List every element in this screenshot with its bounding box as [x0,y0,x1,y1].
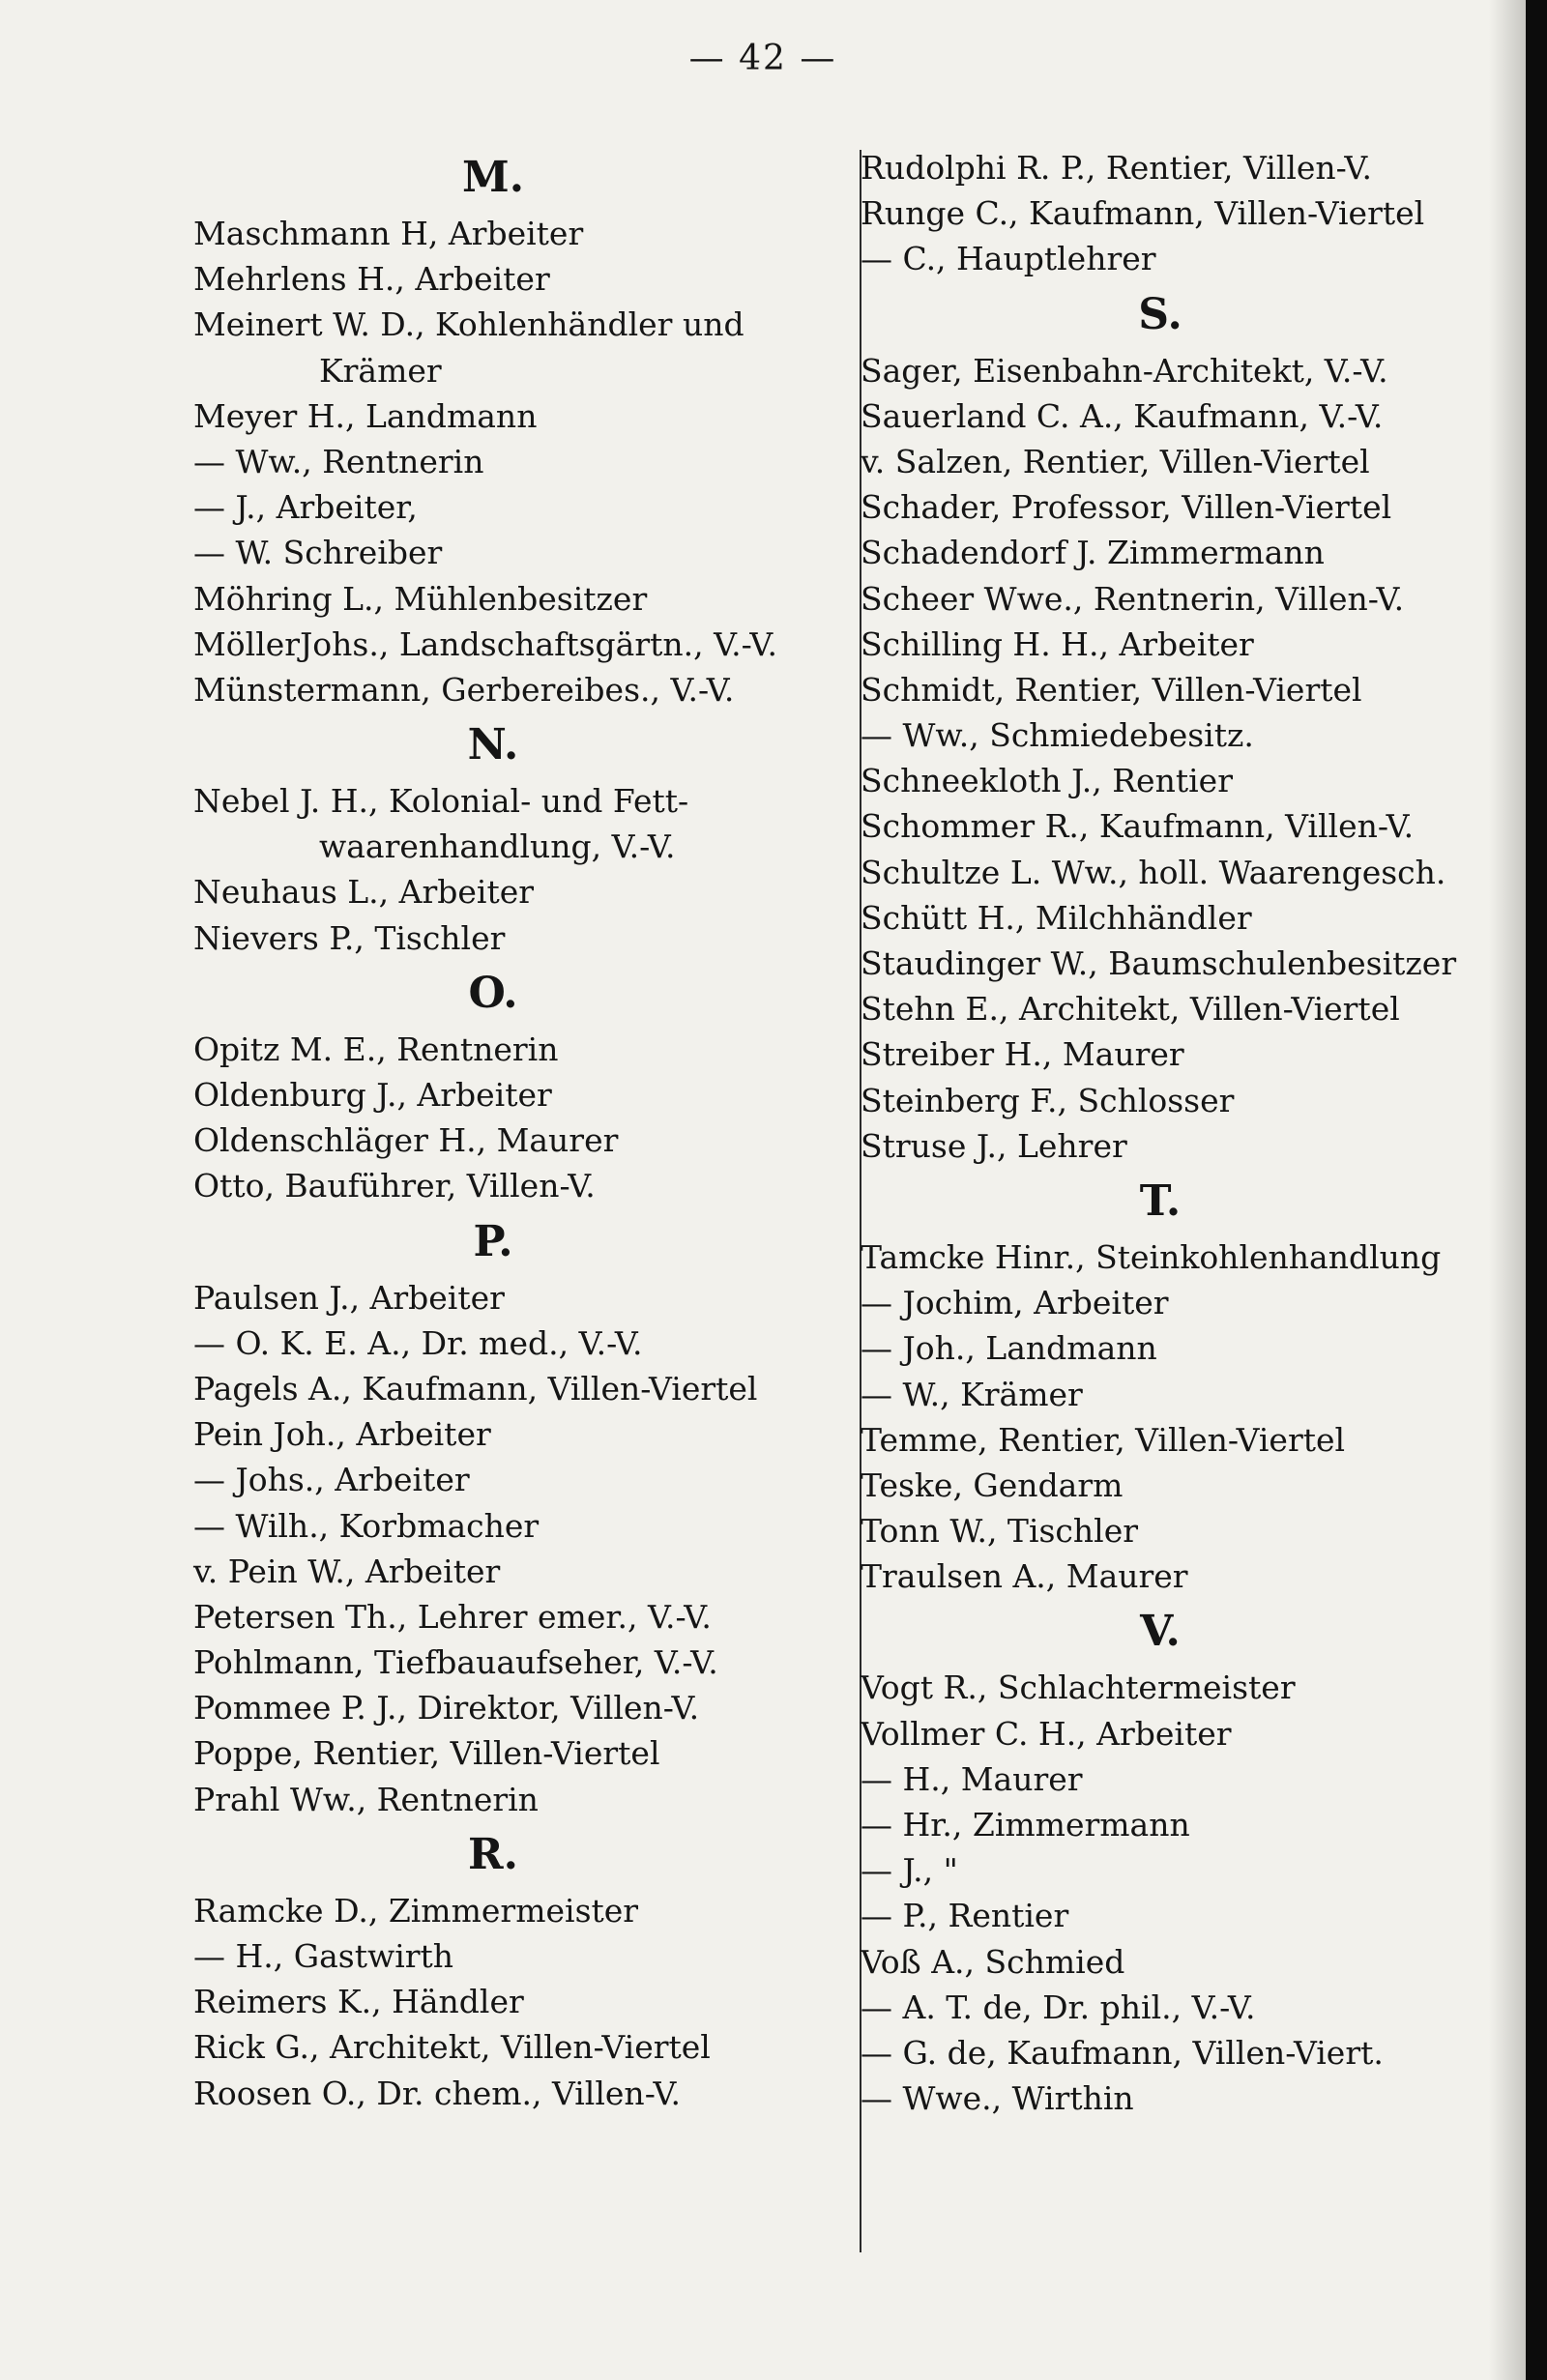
directory-entry: Schultze L. Ww., holl. Waarengesch. [861,853,1446,891]
directory-entry: Neuhaus L., Arbeiter [193,873,535,912]
directory-entry: Schneekloth J., Rentier [861,762,1233,800]
directory-entry: Maschmann H, Arbeiter [193,215,584,252]
directory-entry: — Hr., Zimmermann [861,1806,1190,1843]
directory-entry: Opitz M. E., Rentnerin [193,1030,559,1068]
directory-entry: Otto, Bauführer, Villen-V. [193,1167,596,1205]
directory-entry: — C., Hauptlehrer [861,240,1156,278]
section-letter: N. [467,720,519,770]
directory-entry: Roosen O., Dr. chem., Villen-V. [193,2074,681,2112]
directory-entry: Petersen Th., Lehrer emer., V.-V. [193,1597,712,1636]
section-letter: T. [1139,1175,1182,1226]
directory-entry: Schommer R., Kaufmann, Villen-V. [861,807,1415,846]
directory-entry: Scheer Wwe., Rentnerin, Villen-V. [861,579,1405,618]
directory-entry: Rudolphi R. P., Rentier, Villen-V. [861,149,1372,187]
directory-entry: Sauerland C. A., Kaufmann, V.-V. [861,396,1384,435]
directory-entry: — H., Gastwirth [193,1937,454,1975]
directory-entry: Staudinger W., Baumschulenbesitzer [861,944,1457,982]
directory-entry: Tonn W., Tischler [861,1512,1139,1551]
directory-entry: Struse J., Lehrer [861,1126,1127,1165]
directory-entry: — Joh., Landmann [861,1329,1157,1368]
directory-entry: Schmidt, Rentier, Villen-Viertel [861,670,1362,709]
directory-entry: Rick G., Architekt, Villen-Viertel [193,2028,711,2067]
section-s [861,282,1518,1169]
directory-entry-continuation: waarenhandlung, V.-V. [319,827,676,866]
directory-entry: Streiber H., Maurer [861,1035,1184,1074]
directory-entry: Oldenburg J., Arbeiter [193,1076,552,1114]
directory-entry: v. Pein W., Arbeiter [193,1552,501,1590]
directory-entry: — Wilh., Korbmacher [193,1506,540,1545]
directory-entry: — H., Maurer [861,1759,1083,1798]
directory-entry: — Jochim, Arbeiter [861,1284,1169,1322]
section-v [861,1599,1518,2121]
directory-entry: Pommee P. J., Direktor, Villen-V. [193,1689,700,1727]
directory-entry: — G. de, Kaufmann, Villen-Viert. [861,2033,1384,2072]
directory-entry: Poppe, Rentier, Villen-Viertel [193,1734,660,1773]
directory-entry: Prahl Ww., Rentnerin [193,1780,539,1818]
section-p [193,1209,851,1822]
section-o [193,961,851,1209]
directory-entry: Meyer H., Landmann [193,396,538,435]
directory-entry: Steinberg F., Schlosser [861,1081,1235,1119]
directory-entry: MöllerJohs., Landschaftsgärtn., V.-V. [193,624,777,663]
directory-entry: v. Salzen, Rentier, Villen-Viertel [861,442,1370,480]
left-column [193,145,851,2116]
section-letter: R. [468,1829,518,1879]
directory-entry: Mehrlens H., Arbeiter [193,260,550,299]
directory-entry: Schilling H. H., Arbeiter [861,624,1254,663]
directory-entry: Schütt H., Milchhändler [861,898,1252,937]
directory-entry: — Ww., Schmiedebesitz. [861,716,1254,755]
directory-entry: — O. K. E. A., Dr. med., V.-V. [193,1323,643,1362]
page-number: — 42 — [688,39,837,78]
directory-entry: Runge C., Kaufmann, Villen-Viertel [861,194,1425,233]
directory-entry: Sager, Eisenbahn-Architekt, V.-V. [861,351,1388,390]
directory-entry: Schader, Professor, Villen-Viertel [861,488,1392,527]
section-letter: S. [1138,289,1182,339]
directory-entry-continuation: Krämer [319,351,442,390]
section-n [193,712,851,961]
directory-entry: — W., Krämer [861,1375,1083,1413]
section-letter: P. [473,1216,513,1266]
right-column [861,145,1518,2121]
directory-entry: Möhring L., Mühlenbesitzer [193,579,648,618]
directory-entry: Pohlmann, Tiefbauaufseher, V.-V. [193,1643,718,1682]
directory-entry: — W. Schreiber [193,534,443,572]
directory-entry: Oldenschläger H., Maurer [193,1121,619,1160]
directory-entry: — Wwe., Wirthin [861,2079,1134,2118]
directory-entry: — Johs., Arbeiter [193,1461,470,1499]
directory-entry: Nievers P., Tischler [193,918,506,957]
directory-entry: — J., " [861,1851,958,1890]
directory-entry: Vollmer C. H., Arbeiter [861,1714,1232,1753]
section-r-continued [861,145,1518,282]
section-letter: O. [468,968,518,1018]
directory-entry: Schadendorf J. Zimmermann [861,534,1325,572]
directory-entry: Reimers K., Händler [193,1983,524,2021]
directory-entry: Pein Joh., Arbeiter [193,1415,491,1454]
directory-entry: Vogt R., Schlachtermeister [861,1669,1296,1707]
section-r [193,1822,851,2116]
directory-entry: — J., Arbeiter, [193,488,418,527]
section-t [861,1169,1518,1600]
directory-entry: Paulsen J., Arbeiter [193,1278,505,1317]
section-letter: M. [461,153,525,202]
directory-entry: — P., Rentier [861,1897,1069,1935]
directory-entry: Tamcke Hinr., Steinkohlenhandlung [861,1237,1442,1276]
section-letter: V. [1140,1607,1181,1657]
directory-entry: Stehn E., Architekt, Villen-Viertel [861,990,1400,1029]
directory-entry: Pagels A., Kaufmann, Villen-Viertel [193,1369,758,1408]
section-m [193,145,851,712]
directory-entry: Traulsen A., Maurer [861,1557,1188,1596]
directory-entry: — Ww., Rentnerin [193,442,484,480]
directory-entry: Münstermann, Gerbereibes., V.-V. [193,670,735,709]
directory-entry: — A. T. de, Dr. phil., V.-V. [861,1988,1256,2026]
directory-entry: Meinert W. D., Kohlenhändler und [193,305,744,344]
directory-entry: Teske, Gendarm [861,1466,1124,1504]
directory-entry: Voß A., Schmied [861,1942,1125,1981]
directory-entry: Ramcke D., Zimmermeister [193,1891,639,1930]
directory-entry: Temme, Rentier, Villen-Viertel [861,1420,1346,1459]
directory-entry: Nebel J. H., Kolonial- und Fett- [193,782,689,821]
